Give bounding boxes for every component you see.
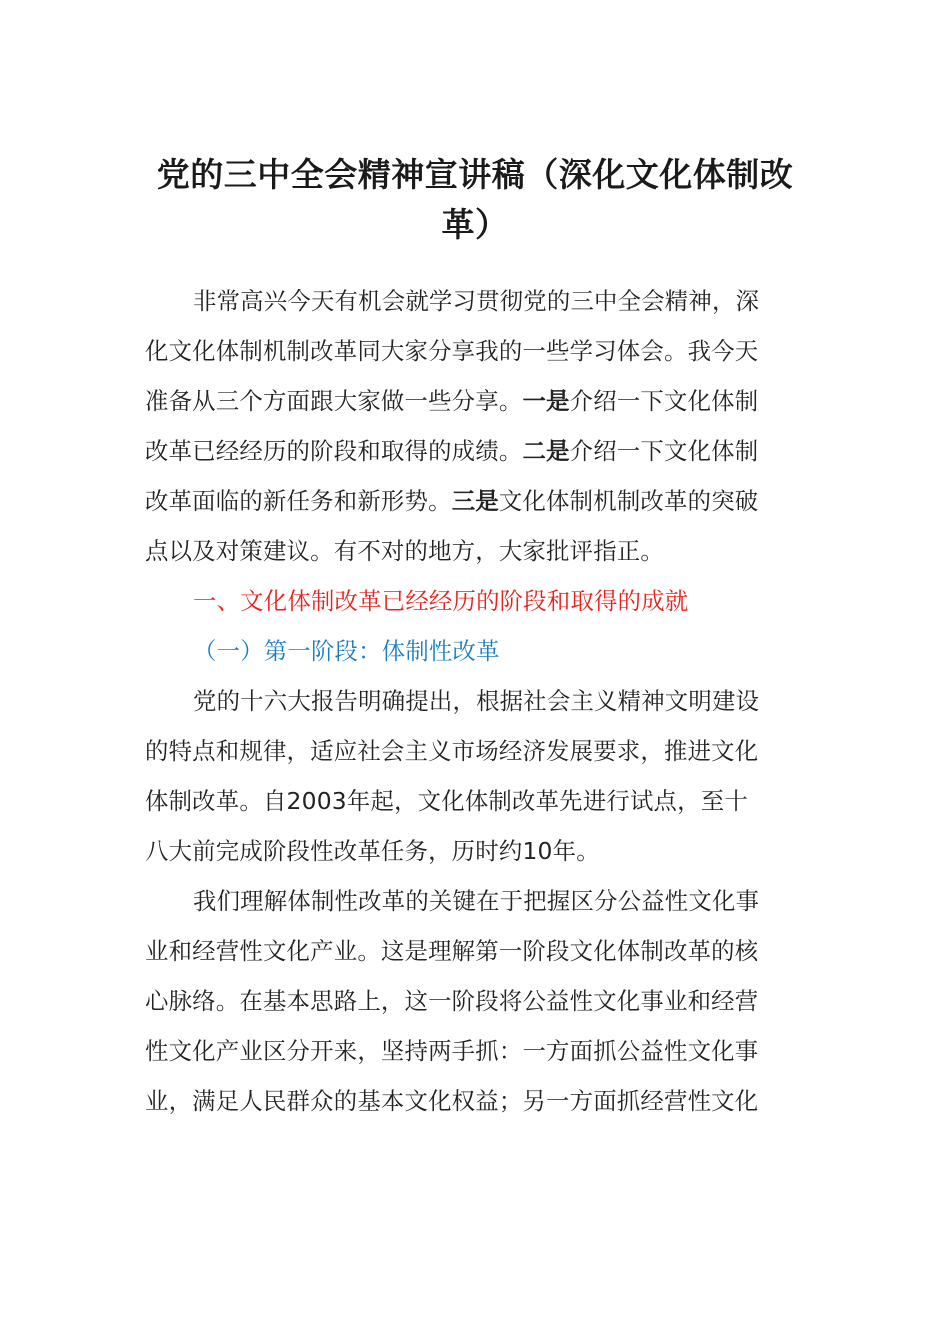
text-line: 非常高兴今天有机会就学习贯彻党的三中全会精神，深 xyxy=(193,287,760,315)
section-heading-1: 一、文化体制改革已经经历的阶段和取得的成就 xyxy=(193,587,689,615)
text-run: 改革已经经历的阶段和取得的成绩。 xyxy=(145,437,523,465)
bold-marker: 二是 xyxy=(522,437,570,465)
text-run: 介绍一下文化体制 xyxy=(569,437,759,465)
text-line: 点以及对策建议。有不对的地方，大家批评指正。 xyxy=(145,537,664,565)
text-line: 业，满足人民群众的基本文化权益；另一方面抓经营性文化 xyxy=(145,1087,759,1115)
text-line: 心脉络。在基本思路上，这一阶段将公益性文化事业和经营 xyxy=(145,987,759,1015)
text-line: 党的十六大报告明确提出，根据社会主义精神文明建设 xyxy=(193,687,760,715)
document-title xyxy=(140,150,810,250)
text-line: 我们理解体制性改革的关键在于把握区分公益性文化事 xyxy=(193,887,760,915)
paragraph-stage-one xyxy=(145,676,795,876)
bold-marker: 一是 xyxy=(522,387,570,415)
text-line xyxy=(145,426,795,476)
text-line: 性文化产业区分开来，坚持两手抓：一方面抓公益性文化事 xyxy=(145,1037,759,1065)
text-run: 文化体制机制改革的突破 xyxy=(498,487,759,515)
text-line xyxy=(145,376,795,426)
text-line xyxy=(145,476,795,526)
text-line: 业和经营性文化产业。这是理解第一阶段文化体制改革的核 xyxy=(145,937,759,965)
section-heading-2: （一）第一阶段：体制性改革 xyxy=(193,637,500,665)
text-run: 改革面临的新任务和新形势。 xyxy=(145,487,452,515)
text-line: 八大前完成阶段性改革任务，历时约10年。 xyxy=(145,837,600,865)
paragraph-institutional-reform xyxy=(145,876,795,1126)
document-body xyxy=(145,276,795,1126)
intro-paragraph xyxy=(145,276,795,576)
text-line: 体制改革。自2003年起，文化体制改革先进行试点，至十 xyxy=(145,787,748,815)
text-line: 化文化体制机制改革同大家分享我的一些学习体会。我今天 xyxy=(145,337,759,365)
text-line: 的特点和规律，适应社会主义市场经济发展要求，推进文化 xyxy=(145,737,759,765)
bold-marker: 三是 xyxy=(451,487,499,515)
title-line-1: 党的三中全会精神宣讲稿（深化文化体制改 xyxy=(156,155,794,194)
title-line-2: 革） xyxy=(441,205,509,244)
text-run: 介绍一下文化体制 xyxy=(569,387,759,415)
text-run: 准备从三个方面跟大家做一些分享。 xyxy=(145,387,523,415)
